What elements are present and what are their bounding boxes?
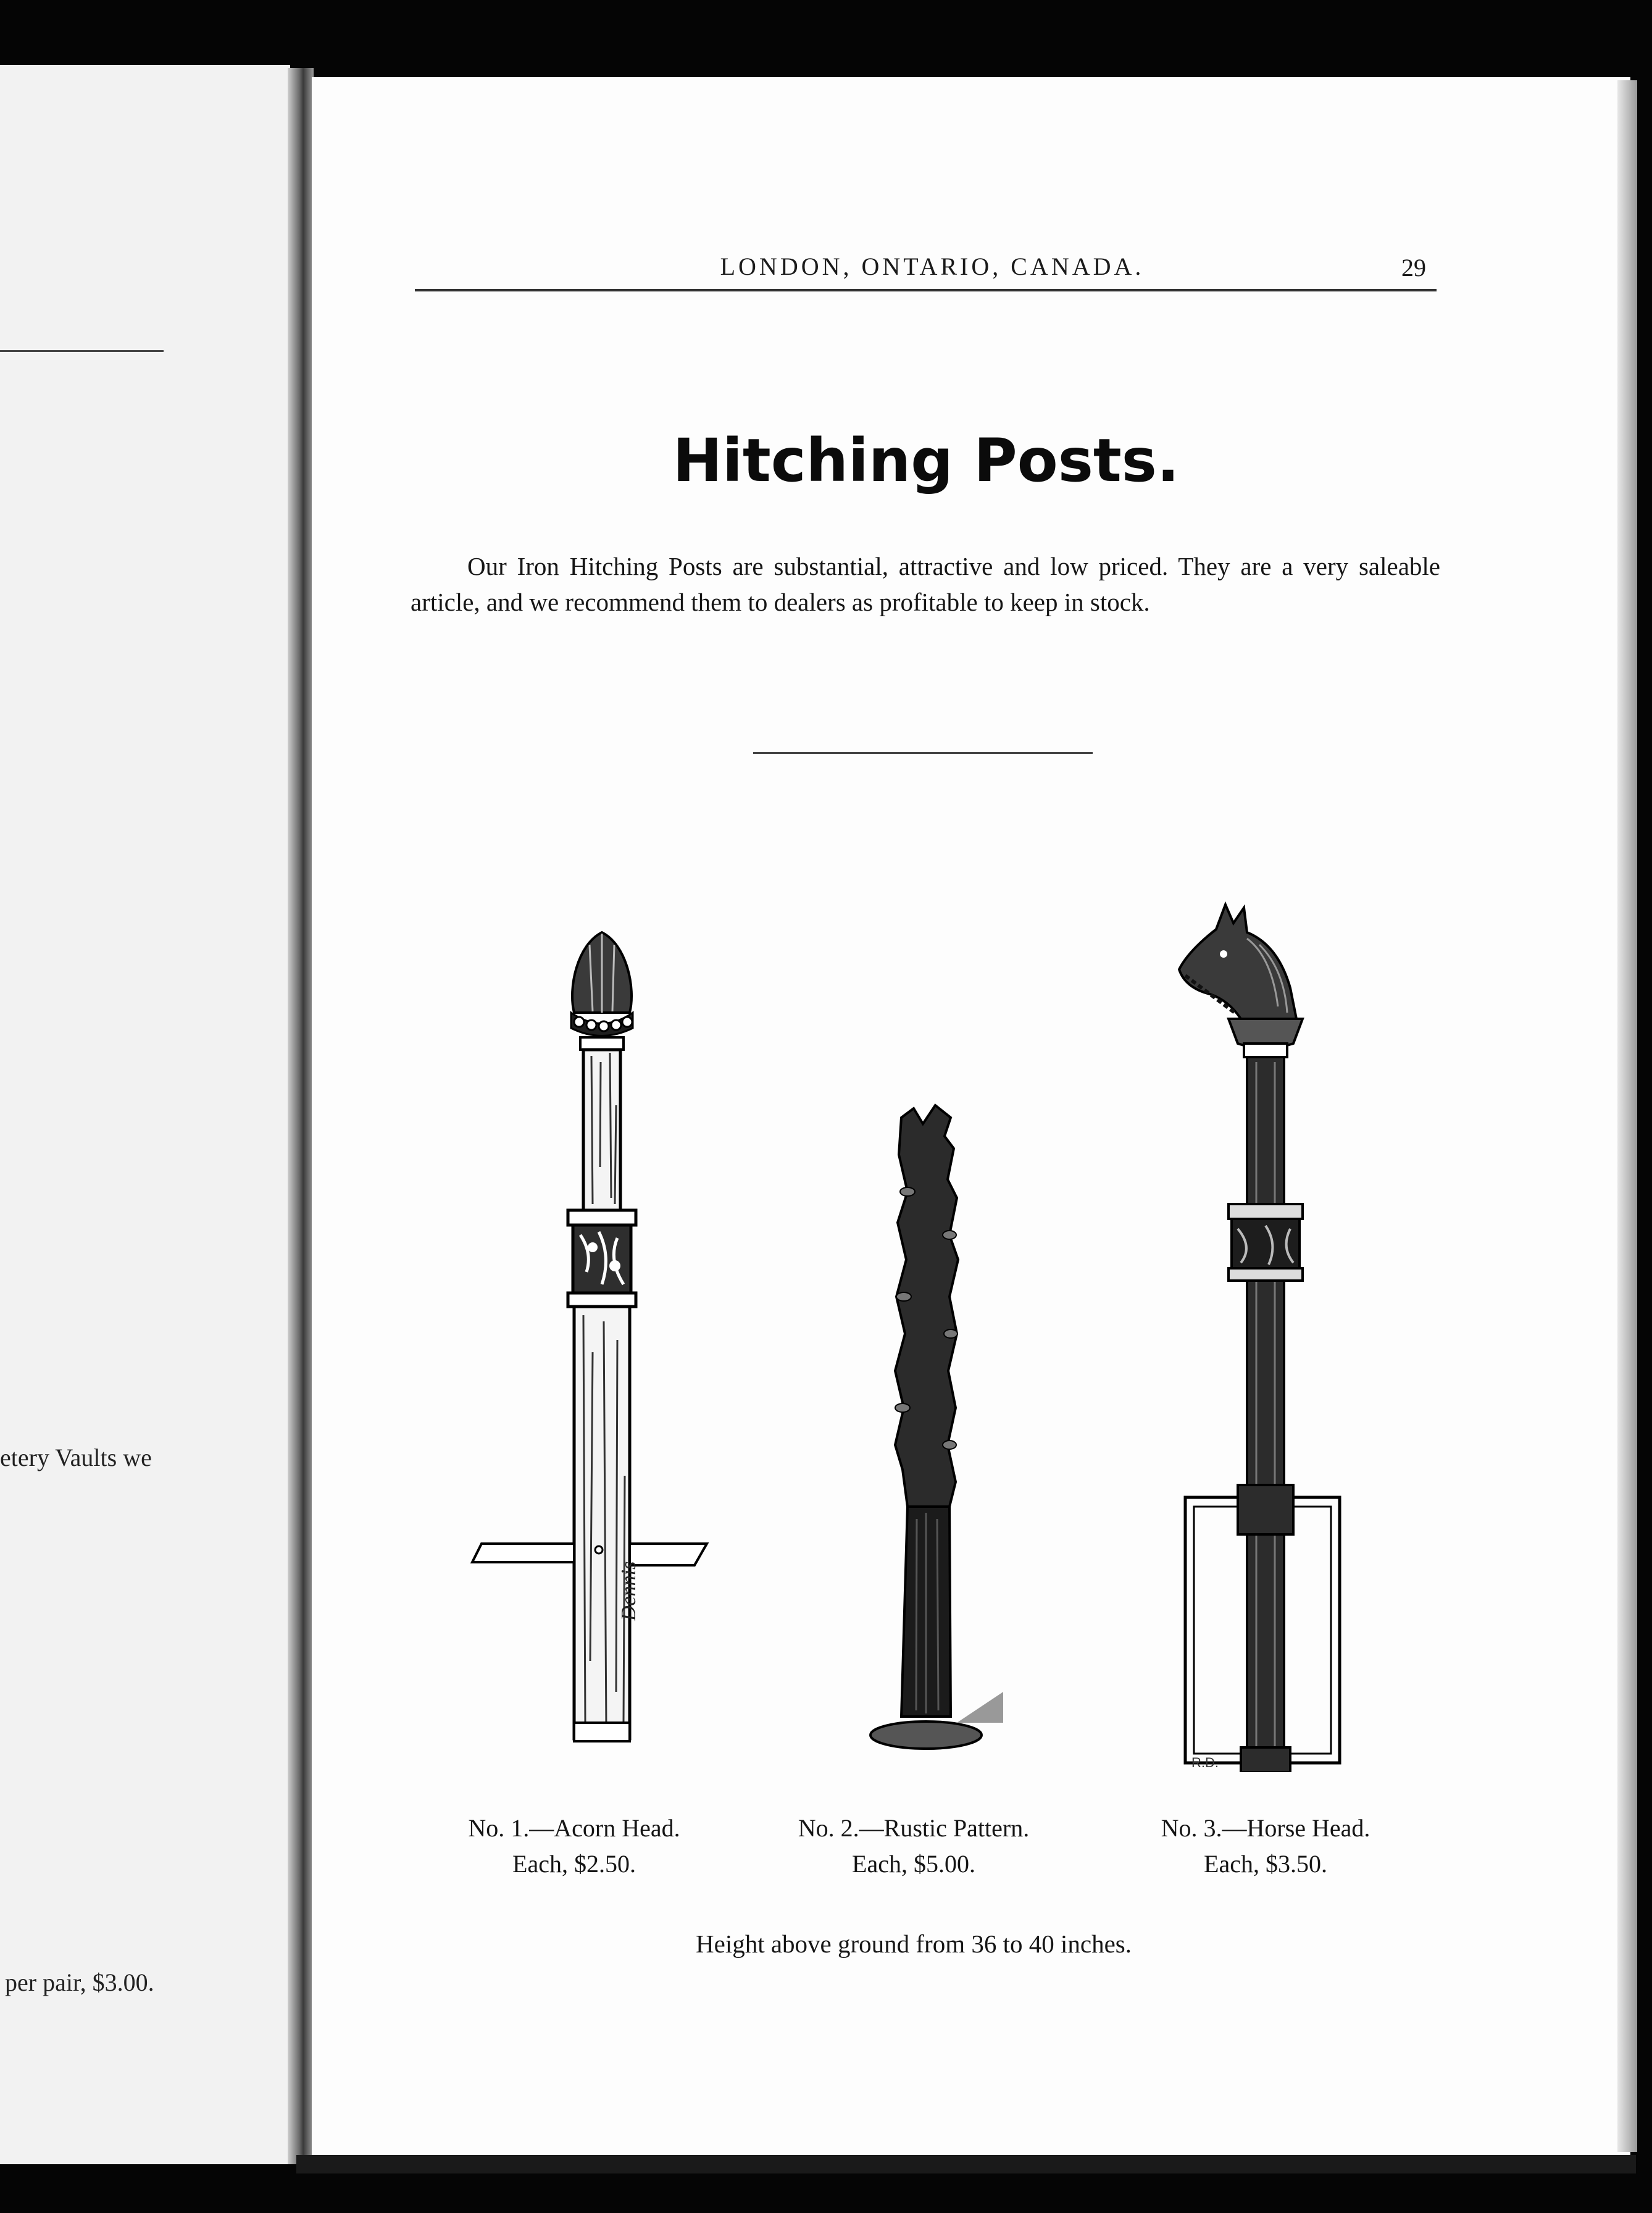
intro-paragraph: Our Iron Hitching Posts are substantial, attractive and low priced. They are a very saleable article, and we recommend them to dealers as profitable to keep in stock. [411, 552, 1440, 616]
caption-rustic-pattern-price: Each, $5.00. [852, 1850, 975, 1878]
caption-rustic-pattern [747, 1810, 1080, 1882]
caption-acorn-head-price: Each, $2.50. [512, 1850, 636, 1878]
page-title: Hitching Posts. [672, 426, 1180, 495]
artist-signature-rd: R.D. [1191, 1755, 1219, 1770]
acorn-head-post-illustration [469, 920, 716, 1772]
page-bottom-shadow [296, 2155, 1636, 2173]
height-note: Height above ground from 36 to 40 inches. [696, 1930, 1132, 1958]
left-page-rule [0, 350, 164, 352]
caption-horse-head-price: Each, $3.50. [1204, 1850, 1327, 1878]
page-number: 29 [1401, 254, 1426, 282]
caption-rustic-pattern-name: No. 2.—Rustic Pattern. [798, 1814, 1030, 1842]
caption-acorn-head-name: No. 1.—Acorn Head. [468, 1814, 680, 1842]
book-gutter [288, 68, 314, 2164]
rustic-pattern-post-illustration [864, 1099, 1025, 1766]
caption-horse-head-name: No. 3.—Horse Head. [1161, 1814, 1370, 1842]
artist-signature-dennis: Dennis [617, 1561, 640, 1621]
header-rule [415, 289, 1437, 291]
left-page-fragment [0, 65, 290, 2164]
running-header: LONDON, ONTARIO, CANADA. [720, 253, 1145, 280]
section-rule [753, 752, 1093, 754]
left-page-text-price: per pair, $3.00. [5, 1968, 154, 1996]
caption-horse-head [1105, 1810, 1426, 1882]
page-edge [1617, 80, 1637, 2152]
horse-head-post-illustration [1167, 895, 1352, 1772]
caption-acorn-head [420, 1810, 728, 1882]
left-page-text-vaults: etery Vaults we [0, 1444, 152, 1471]
